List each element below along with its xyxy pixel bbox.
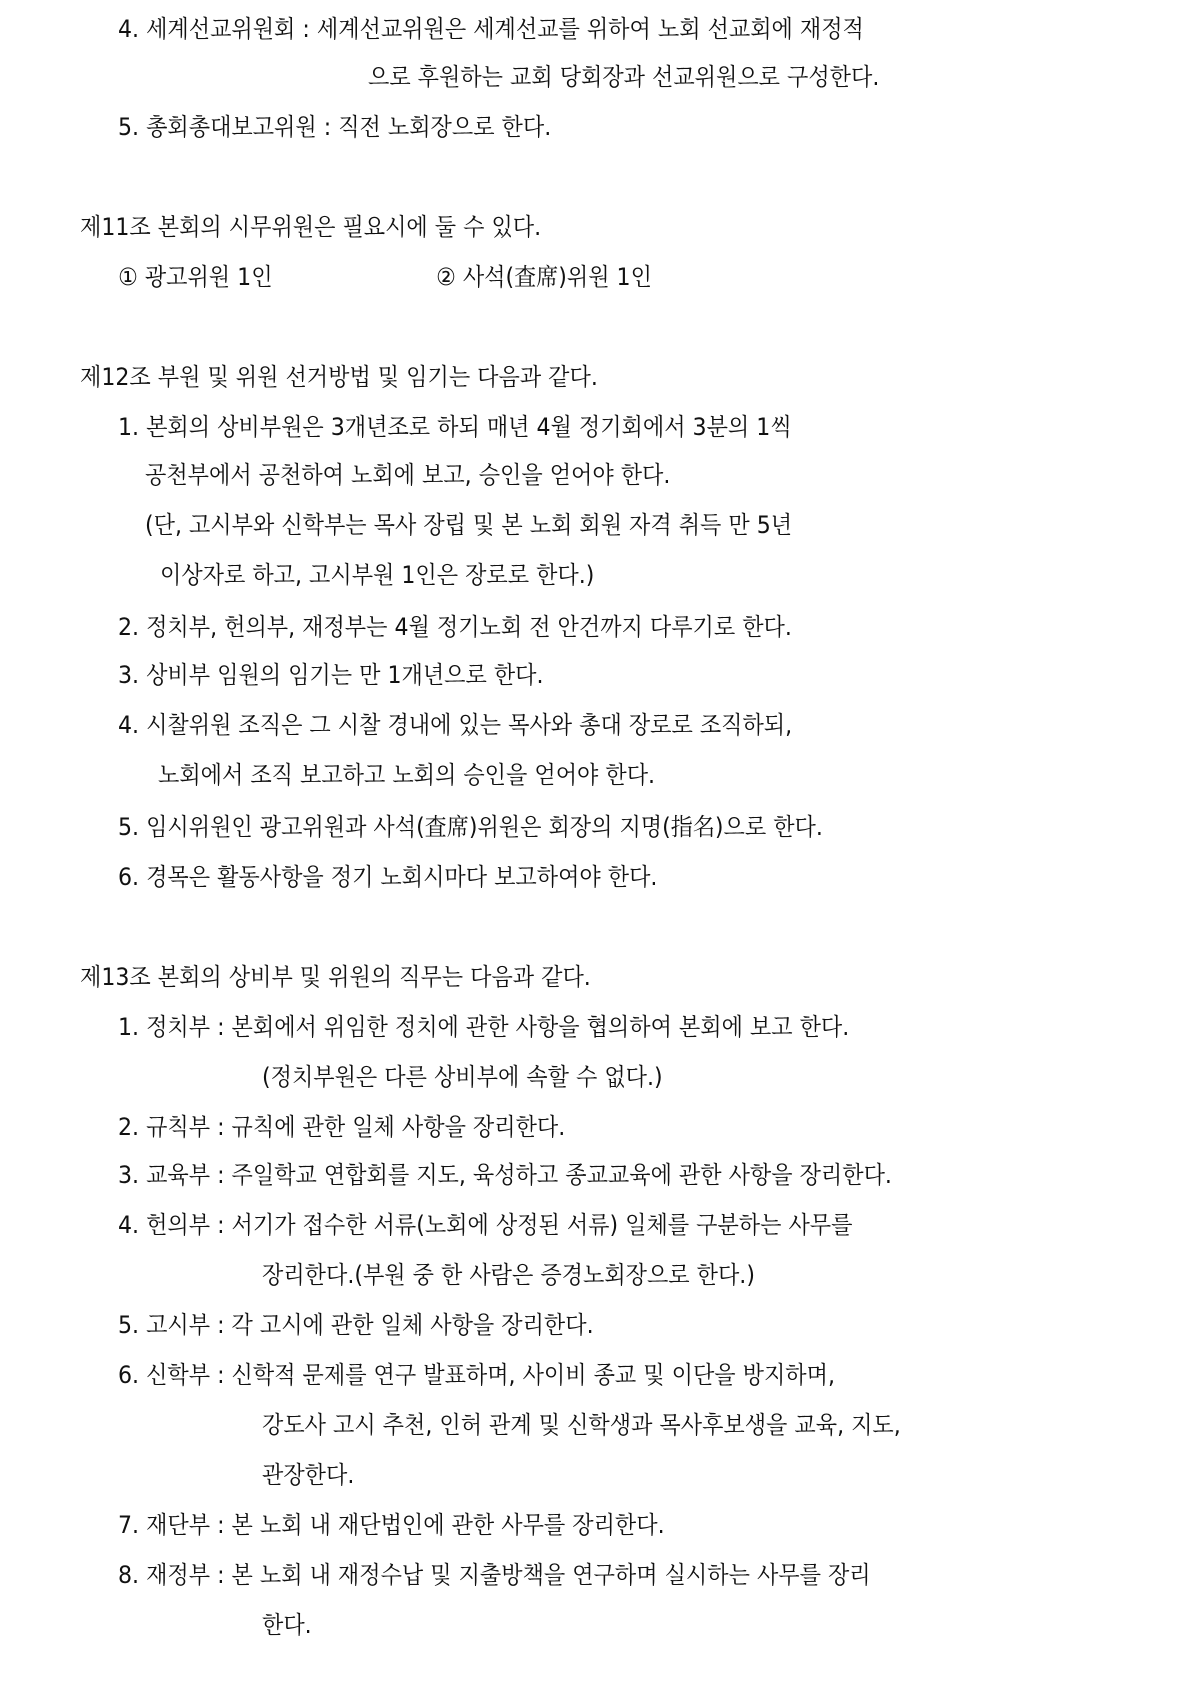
sec10-item4-line1: 4. 세계선교위원회 : 세계선교위원은 세계선교를 위하여 노회 선교회에 재정적 xyxy=(118,15,864,43)
article-12-item5: 5. 임시위원인 광고위원과 사석(査席)위원은 회장의 지명(指名)으로 한다. xyxy=(118,813,823,841)
article-13-item8-line1: 8. 재정부 : 본 노회 내 재정수납 및 지출방책을 연구하며 실시하는 사무를 장리 xyxy=(118,1561,871,1589)
article-13-item4-line1: 4. 헌의부 : 서기가 접수한 서류(노회에 상정된 서류) 일체를 구분하는 사무를 xyxy=(118,1211,853,1239)
article-13-item1-line2: (정치부원은 다른 상비부에 속할 수 없다.) xyxy=(262,1063,663,1091)
article-13-item2: 2. 규칙부 : 규칙에 관한 일체 사항을 장리한다. xyxy=(118,1113,566,1141)
article-13-heading: 제13조 본회의 상비부 및 위원의 직무는 다음과 같다. xyxy=(80,963,591,991)
article-12-item4-line1: 4. 시찰위원 조직은 그 시찰 경내에 있는 목사와 총대 장로로 조직하되, xyxy=(118,711,793,739)
article-12-heading: 제12조 부원 및 위원 선거방법 및 임기는 다음과 같다. xyxy=(80,363,598,391)
sec10-item4-line2: 으로 후원하는 교회 당회장과 선교위원으로 구성한다. xyxy=(368,63,880,91)
article-12-item3: 3. 상비부 임원의 임기는 만 1개년으로 한다. xyxy=(118,661,544,689)
article-13-item3: 3. 교육부 : 주일학교 연합회를 지도, 육성하고 종교교육에 관한 사항을 장리한다. xyxy=(118,1161,892,1189)
article-13-item6-line1: 6. 신학부 : 신학적 문제를 연구 발표하며, 사이비 종교 및 이단을 방지하며, xyxy=(118,1361,835,1389)
article-12-item6: 6. 경목은 활동사항을 정기 노회시마다 보고하여야 한다. xyxy=(118,863,658,891)
article-13-item6-line2: 강도사 고시 추천, 인허 관계 및 신학생과 목사후보생을 교육, 지도, xyxy=(262,1411,901,1439)
sec10-item5: 5. 총회총대보고위원 : 직전 노회장으로 한다. xyxy=(118,113,552,141)
article-12-item1-line1: 1. 본회의 상비부원은 3개년조로 하되 매년 4월 정기회에서 3분의 1씩 xyxy=(118,413,792,441)
article-12-item1-line2: 공천부에서 공천하여 노회에 보고, 승인을 얻어야 한다. xyxy=(145,461,671,489)
article-12-item2: 2. 정치부, 헌의부, 재정부는 4월 정기노회 전 안건까지 다루기로 한다. xyxy=(118,613,792,641)
article-13-item5: 5. 고시부 : 각 고시에 관한 일체 사항을 장리한다. xyxy=(118,1311,594,1339)
article-12-item1-line3: (단, 고시부와 신학부는 목사 장립 및 본 노회 회원 자격 취득 만 5년 xyxy=(145,511,793,539)
article-11-item2: ② 사석(査席)위원 1인 xyxy=(436,263,652,291)
article-11-heading: 제11조 본회의 시무위원은 필요시에 둘 수 있다. xyxy=(80,213,542,241)
article-12-item4-line2: 노회에서 조직 보고하고 노회의 승인을 얻어야 한다. xyxy=(158,761,656,789)
article-13-item7: 7. 재단부 : 본 노회 내 재단법인에 관한 사무를 장리한다. xyxy=(118,1511,665,1539)
article-12-item1-line4: 이상자로 하고, 고시부원 1인은 장로로 한다.) xyxy=(160,561,595,589)
article-11-item1: ① 광고위원 1인 xyxy=(118,263,273,291)
article-13-item8-line2: 한다. xyxy=(262,1611,312,1639)
article-13-item1-line1: 1. 정치부 : 본회에서 위임한 정치에 관한 사항을 협의하여 본회에 보고 한다. xyxy=(118,1013,850,1041)
article-13-item6-line3: 관장한다. xyxy=(262,1461,355,1489)
article-13-item4-line2: 장리한다.(부원 중 한 사람은 증경노회장으로 한다.) xyxy=(262,1261,755,1289)
